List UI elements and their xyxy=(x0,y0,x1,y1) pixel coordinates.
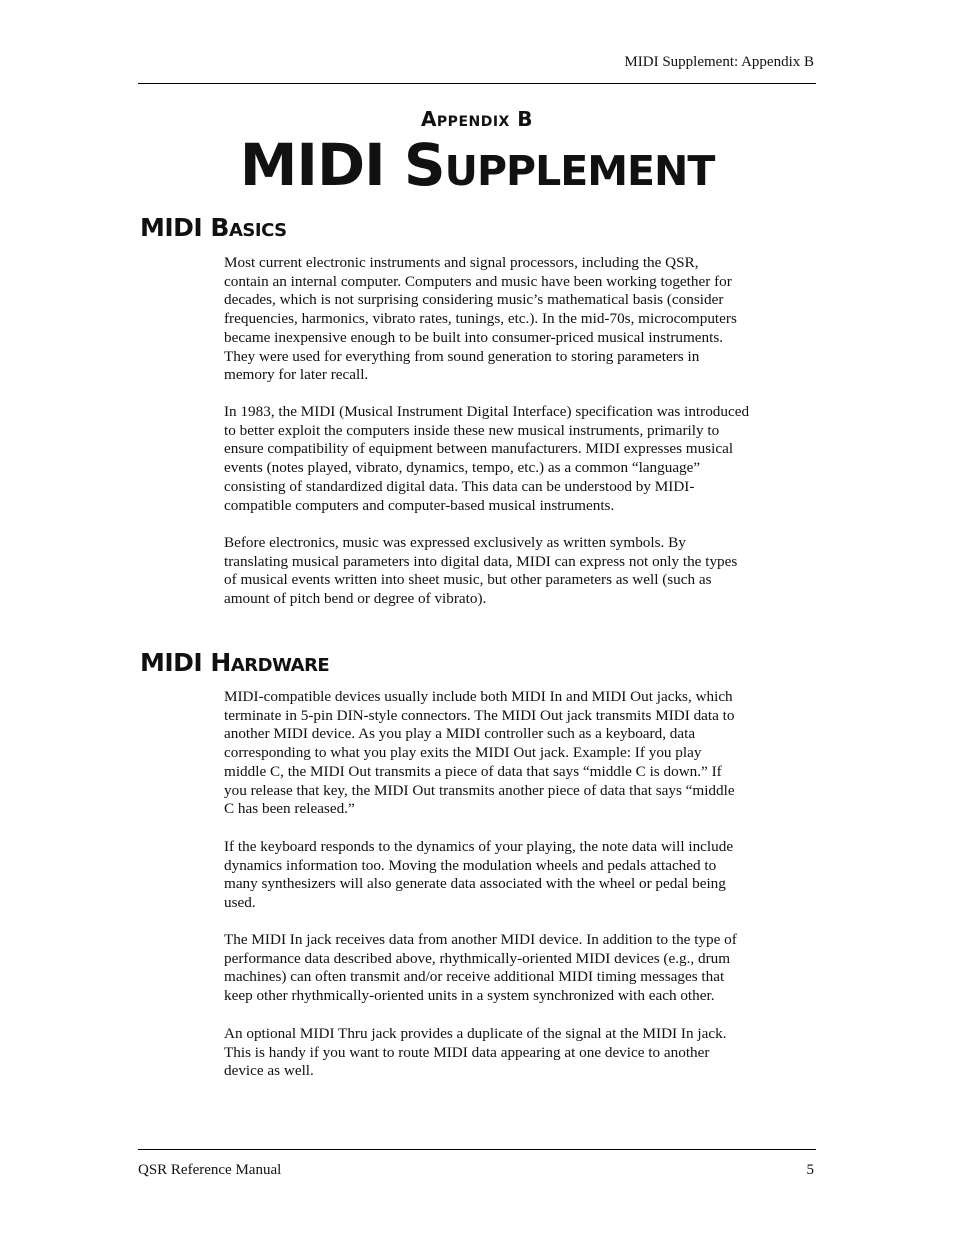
paragraph-hardware-1 xyxy=(224,688,806,819)
footer-manual-title: QSR Reference Manual xyxy=(138,1162,282,1178)
chapter-title: MIDI Supplement xyxy=(239,131,715,199)
text-line: decades, which is not surprising considering music’s mathematical basis (consider xyxy=(224,291,724,309)
text-line: Most current electronic instruments and signal processors, including the QSR, xyxy=(224,254,699,271)
header-rule xyxy=(138,83,816,84)
text-line: amount of pitch bend or degree of vibrato). xyxy=(224,590,487,608)
text-line: corresponding to what you play exits the MIDI Out jack. Example: If you play xyxy=(224,744,702,762)
text-line: many synthesizers will also generate data associated with the wheel or pedal being xyxy=(224,875,726,893)
section-heading-midi-basics: MIDI Basics xyxy=(140,213,287,242)
text-line: contain an internal computer. Computers and music have been working together for xyxy=(224,272,732,290)
running-header: MIDI Supplement: Appendix B xyxy=(624,54,814,70)
text-line: to better exploit the computers inside these new musical instruments, primarily to xyxy=(224,421,720,439)
text-line: machines) can often transmit and/or receive additional MIDI timing messages that xyxy=(224,968,725,986)
paragraph-basics-1 xyxy=(224,254,806,385)
text-line: device as well. xyxy=(224,1062,314,1080)
text-line: memory for later recall. xyxy=(224,366,369,384)
text-line: events (notes played, vibrato, dynamics, tempo, etc.) as a common “language” xyxy=(224,459,701,477)
paragraph-hardware-4 xyxy=(224,1025,806,1081)
text-line: became inexpensive enough to be built into consumer-priced musical instruments. xyxy=(224,328,724,346)
footer-page-number: 5 xyxy=(806,1162,814,1178)
text-line: of musical events written into sheet music, but other parameters as well (such as xyxy=(224,571,712,589)
text-line: another MIDI device. As you play a MIDI controller such as a keyboard, data xyxy=(224,725,696,743)
text-line: you release that key, the MIDI Out transmits another piece of data that says “middle xyxy=(224,781,735,799)
text-line: If the keyboard responds to the dynamics of your playing, the note data will include xyxy=(224,838,734,855)
paragraph-hardware-2 xyxy=(224,838,806,913)
text-line: terminate in 5-pin DIN-style connectors. The MIDI Out jack transmits MIDI data to xyxy=(224,706,735,724)
text-line: performance data described above, rhythmically-oriented MIDI devices (e.g., drum xyxy=(224,949,731,967)
footer-rule xyxy=(138,1149,816,1150)
text-line: Before electronics, music was expressed exclusively as written symbols. By xyxy=(224,534,686,551)
text-line: C has been released.” xyxy=(224,800,355,818)
text-line: MIDI-compatible devices usually include both MIDI In and MIDI Out jacks, which xyxy=(224,688,733,705)
text-line: keep other rhythmically-oriented units in a system synchronized with each other. xyxy=(224,987,715,1005)
section-heading-midi-hardware: MIDI Hardware xyxy=(140,648,330,677)
paragraph-basics-3 xyxy=(224,534,806,609)
text-line: This is handy if you want to route MIDI data appearing at one device to another xyxy=(224,1043,710,1061)
text-line: used. xyxy=(224,894,256,912)
text-line: consisting of standardized digital data. This data can be understood by MIDI- xyxy=(224,477,695,495)
text-line: middle C, the MIDI Out transmits a piece of data that says “middle C is down.” If xyxy=(224,762,722,780)
text-line: dynamics information too. Moving the modulation wheels and pedals attached to xyxy=(224,856,717,874)
text-line: The MIDI In jack receives data from another MIDI device. In addition to the type of xyxy=(224,931,737,948)
paragraph-basics-2 xyxy=(224,403,806,515)
appendix-label: Appendix B xyxy=(420,107,534,131)
text-line: translating musical parameters into digital data, MIDI can express not only the types xyxy=(224,552,738,570)
text-line: ensure compatibility of equipment between manufacturers. MIDI expresses musical xyxy=(224,440,734,458)
text-line: compatible computers and computer-based musical instruments. xyxy=(224,496,615,514)
paragraph-hardware-3 xyxy=(224,931,806,1006)
text-line: frequencies, harmonics, vibrato rates, tunings, etc.). In the mid-70s, microcomputers xyxy=(224,310,737,328)
text-line: In 1983, the MIDI (Musical Instrument Digital Interface) specification was introduced xyxy=(224,403,750,420)
text-line: They were used for everything from sound generation to storing parameters in xyxy=(224,347,700,365)
text-line: An optional MIDI Thru jack provides a duplicate of the signal at the MIDI In jack. xyxy=(224,1025,727,1042)
